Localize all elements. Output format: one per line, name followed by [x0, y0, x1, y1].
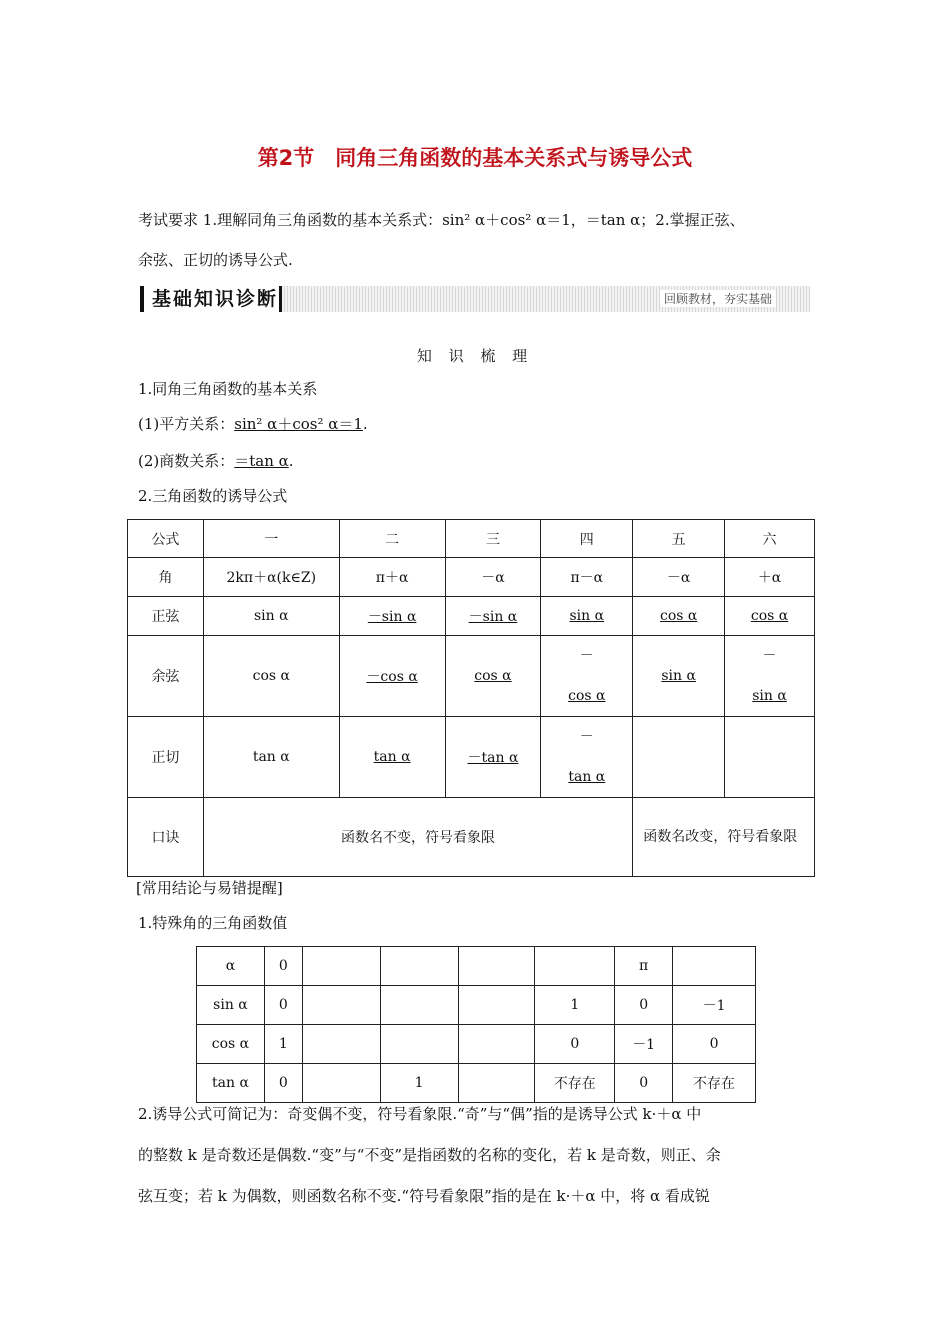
- table-cell: －α: [445, 558, 541, 597]
- row-label: sin α: [197, 986, 265, 1025]
- table-row: [128, 636, 815, 717]
- minus-sign: －: [579, 648, 594, 664]
- row-label: 正弦: [128, 597, 204, 636]
- table-cell: 2kπ＋α(k∈Z): [203, 558, 339, 597]
- table-cell: 0: [264, 1064, 302, 1103]
- minus-sign: －: [579, 729, 594, 745]
- minus-sign: －: [762, 648, 777, 664]
- table-cell: [380, 1025, 458, 1064]
- answer-cell: －cos α: [339, 636, 445, 717]
- table-cell: 不存在: [673, 1064, 756, 1103]
- table-cell: π: [615, 947, 673, 986]
- answer-value: cos α: [568, 688, 606, 704]
- table-cell: [302, 986, 380, 1025]
- empty-cell: [633, 717, 725, 798]
- requirement-text-1: 1.理解同角三角函数的基本关系式：sin² α＋cos² α＝1，＝tan α；2.掌握正弦、: [202, 211, 745, 229]
- table-cell: [673, 947, 756, 986]
- table-row: [128, 717, 815, 798]
- header-cell: 三: [445, 520, 541, 558]
- table-row: [128, 597, 815, 636]
- table-cell: [302, 1025, 380, 1064]
- answer-cell: cos α: [633, 597, 725, 636]
- tip2-line-2: 的整数 k 是奇数还是偶数.“变”与“不变”是指函数的名称的变化，若 k 是奇数，则正、余: [138, 1146, 721, 1164]
- answer-cell: [725, 636, 815, 717]
- requirement-line-1: [138, 210, 745, 230]
- requirement-line-2: 余弦、正切的诱导公式.: [138, 251, 293, 269]
- table-cell: [380, 986, 458, 1025]
- quotient-prefix: (2)商数关系：: [138, 452, 235, 470]
- row-label: cos α: [197, 1025, 265, 1064]
- table-cell: 1: [535, 986, 615, 1025]
- requirement-label: 考试要求: [138, 211, 199, 229]
- header-cell: 二: [339, 520, 445, 558]
- banner-subtitle: 回顾教材，夯实基础: [660, 290, 776, 307]
- table-row: [128, 558, 815, 597]
- table-cell: tan α: [203, 717, 339, 798]
- empty-cell: [725, 717, 815, 798]
- quotient-relation: [138, 451, 294, 471]
- tip2-line-1: 2.诱导公式可简记为：奇变偶不变，符号看象限.“奇”与“偶”指的是诱导公式 k·＋α 中: [138, 1105, 702, 1123]
- answer-cell: －tan α: [445, 717, 541, 798]
- header-cell: 公式: [128, 520, 204, 558]
- square-formula: sin² α＋cos² α＝1: [234, 415, 363, 433]
- answer-cell: cos α: [725, 597, 815, 636]
- table-cell: π＋α: [339, 558, 445, 597]
- square-suffix: .: [362, 415, 368, 433]
- banner-title: 基础知识诊断: [140, 286, 282, 312]
- table-cell: －1: [673, 986, 756, 1025]
- square-relation: [138, 414, 368, 434]
- answer-cell: cos α: [445, 636, 541, 717]
- table-cell: 0: [615, 1064, 673, 1103]
- answer-cell: [541, 717, 633, 798]
- table-cell: [380, 947, 458, 986]
- tip1-heading: 1.特殊角的三角函数值: [138, 914, 288, 932]
- table-cell: [535, 947, 615, 986]
- answer-cell: sin α: [633, 636, 725, 717]
- table-cell: －1: [615, 1025, 673, 1064]
- header-cell: 一: [203, 520, 339, 558]
- row-label: α: [197, 947, 265, 986]
- table-cell: cos α: [203, 636, 339, 717]
- table-cell: π－α: [541, 558, 633, 597]
- table-row: [197, 1025, 756, 1064]
- rhyme-same-name: 函数名不变，符号看象限: [203, 798, 632, 877]
- tips-heading: [常用结论与易错提醒]: [136, 879, 283, 897]
- answer-value: tan α: [568, 769, 606, 785]
- table-row: [128, 520, 815, 558]
- table-row: [128, 798, 815, 877]
- table-cell: ＋α: [725, 558, 815, 597]
- table-row: [197, 986, 756, 1025]
- part1-heading: 1.同角三角函数的基本关系: [138, 380, 318, 398]
- induction-formula-table: [127, 519, 815, 877]
- row-label: 口诀: [128, 798, 204, 877]
- table-cell: 不存在: [535, 1064, 615, 1103]
- table-cell: 0: [264, 986, 302, 1025]
- square-prefix: (1)平方关系：: [138, 415, 235, 433]
- rhyme-change-name: 函数名改变，符号看象限: [633, 798, 815, 877]
- table-cell: [458, 1064, 535, 1103]
- quotient-formula: ＝tan α: [234, 452, 289, 470]
- tip2-line-3: 弦互变；若 k 为偶数，则函数名称不变.“符号看象限”指的是在 k·＋α 中，将 α 看成锐: [138, 1187, 710, 1205]
- table-cell: 0: [615, 986, 673, 1025]
- table-cell: 1: [264, 1025, 302, 1064]
- table-cell: 0: [264, 947, 302, 986]
- row-label: 角: [128, 558, 204, 597]
- section-heading: 知 识 梳 理: [416, 347, 534, 365]
- special-angle-table: [196, 946, 756, 1103]
- table-cell: －α: [633, 558, 725, 597]
- table-cell: [458, 986, 535, 1025]
- answer-cell: [541, 636, 633, 717]
- answer-cell: sin α: [541, 597, 633, 636]
- table-cell: 1: [380, 1064, 458, 1103]
- table-row: [197, 1064, 756, 1103]
- table-cell: [302, 947, 380, 986]
- header-cell: 五: [633, 520, 725, 558]
- table-cell: 0: [673, 1025, 756, 1064]
- answer-cell: －sin α: [445, 597, 541, 636]
- table-cell: [302, 1064, 380, 1103]
- table-cell: [458, 947, 535, 986]
- answer-cell: －sin α: [339, 597, 445, 636]
- part2-heading: 2.三角函数的诱导公式: [138, 487, 288, 505]
- quotient-suffix: .: [288, 452, 294, 470]
- row-label: 正切: [128, 717, 204, 798]
- header-cell: 六: [725, 520, 815, 558]
- answer-value: sin α: [752, 688, 787, 704]
- table-cell: 0: [535, 1025, 615, 1064]
- row-label: 余弦: [128, 636, 204, 717]
- table-cell: [458, 1025, 535, 1064]
- answer-cell: tan α: [339, 717, 445, 798]
- table-row: [197, 947, 756, 986]
- header-cell: 四: [541, 520, 633, 558]
- page-title: 第2节 同角三角函数的基本关系式与诱导公式: [257, 146, 693, 170]
- row-label: tan α: [197, 1064, 265, 1103]
- table-cell: sin α: [203, 597, 339, 636]
